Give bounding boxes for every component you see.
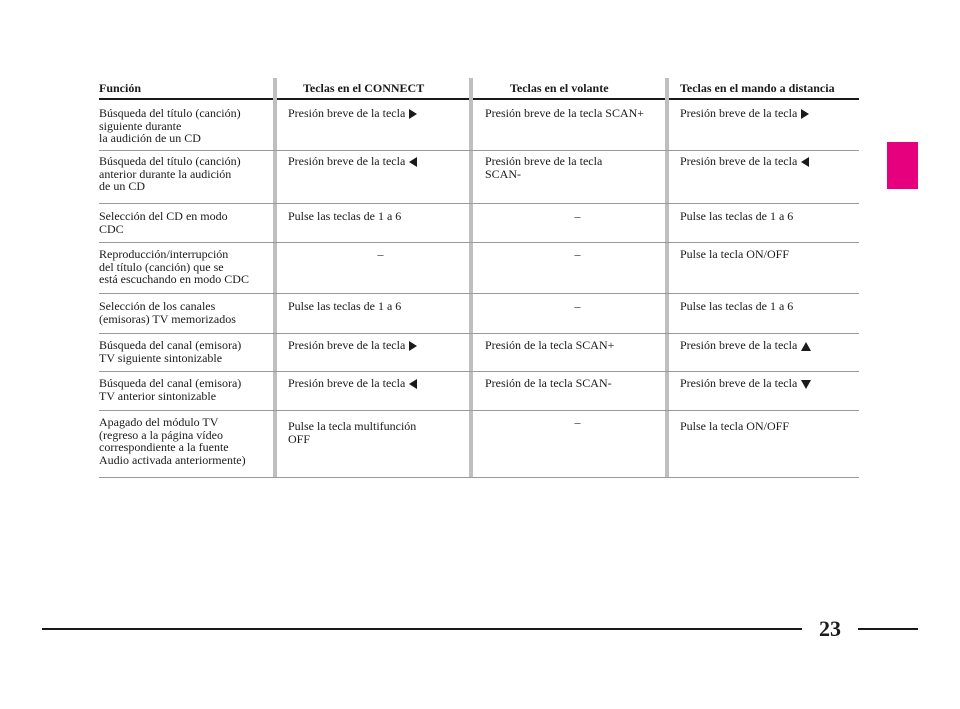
row-separator bbox=[99, 150, 859, 151]
cell-text: Presión breve de la tecla bbox=[680, 106, 798, 120]
cell-mando bbox=[680, 377, 860, 390]
cell-text: Presión breve de la tecla bbox=[680, 338, 798, 352]
cell-text: Presión breve de la tecla bbox=[288, 154, 406, 168]
page-number: 23 bbox=[819, 616, 841, 641]
header-rule bbox=[99, 98, 859, 100]
footer-rule-left bbox=[42, 628, 802, 630]
cell-volante: Presión breve de la tecla SCAN+ bbox=[485, 106, 645, 120]
cell-volante: Presión breve de la tecla SCAN- bbox=[485, 154, 603, 181]
header-volante: Teclas en el volante bbox=[510, 81, 609, 95]
up-triangle-icon bbox=[801, 342, 811, 351]
cell-volante: – bbox=[574, 299, 581, 313]
cell-connect bbox=[288, 155, 473, 168]
row-separator bbox=[99, 410, 859, 411]
cell-funcion: Selección de los canales (emisoras) TV memorizados bbox=[99, 299, 236, 326]
cell-funcion: Búsqueda del canal (emisora) TV anterior sintonizable bbox=[99, 376, 242, 403]
row-separator bbox=[99, 477, 859, 478]
cell-funcion: Búsqueda del título (canción) anterior durante la audición de un CD bbox=[99, 154, 241, 193]
left-triangle-icon bbox=[801, 157, 809, 167]
cell-mando: Pulse la tecla ON/OFF bbox=[680, 247, 789, 261]
cell-funcion: Búsqueda del canal (emisora) TV siguiente sintonizable bbox=[99, 338, 242, 365]
cell-connect: Pulse la tecla multifunción OFF bbox=[288, 419, 417, 446]
cell-text: Presión breve de la tecla bbox=[288, 106, 406, 120]
cell-funcion: Búsqueda del título (canción) siguiente durante la audición de un CD bbox=[99, 106, 241, 145]
header-mando: Teclas en el mando a distancia bbox=[680, 81, 835, 95]
row-separator bbox=[99, 242, 859, 243]
cell-connect: Pulse las teclas de 1 a 6 bbox=[288, 299, 402, 313]
table-header bbox=[99, 78, 859, 98]
column-divider bbox=[469, 78, 473, 478]
cell-text: Presión breve de la tecla bbox=[288, 376, 406, 390]
right-triangle-icon bbox=[801, 109, 809, 119]
cell-connect: – bbox=[377, 247, 384, 261]
cell-text: Presión breve de la tecla bbox=[680, 376, 798, 390]
row-separator bbox=[99, 293, 859, 294]
cell-connect: Pulse las teclas de 1 a 6 bbox=[288, 209, 402, 223]
cell-funcion: Selección del CD en modo CDC bbox=[99, 209, 228, 236]
right-triangle-icon bbox=[409, 341, 417, 351]
cell-mando bbox=[680, 107, 860, 120]
cell-text: Presión breve de la tecla bbox=[288, 338, 406, 352]
column-divider bbox=[273, 78, 277, 478]
cell-volante: – bbox=[574, 209, 581, 223]
header-funcion: Función bbox=[99, 81, 142, 95]
left-triangle-icon bbox=[409, 379, 417, 389]
cell-mando bbox=[680, 339, 860, 352]
cell-connect bbox=[288, 377, 473, 390]
cell-funcion: Apagado del módulo TV (regreso a la página vídeo correspondiente a la fuente Audio activada anteriormente) bbox=[99, 415, 246, 467]
cell-connect bbox=[288, 339, 473, 352]
cell-mando: Pulse la tecla ON/OFF bbox=[680, 419, 789, 433]
header-connect: Teclas en el CONNECT bbox=[303, 81, 425, 95]
cell-volante: Presión de la tecla SCAN- bbox=[485, 376, 612, 390]
right-triangle-icon bbox=[409, 109, 417, 119]
cell-mando: Pulse las teclas de 1 a 6 bbox=[680, 299, 794, 313]
cell-text: Presión breve de la tecla bbox=[680, 154, 798, 168]
footer-rule-right bbox=[858, 628, 918, 630]
cell-volante: – bbox=[574, 415, 581, 429]
row-separator bbox=[99, 371, 859, 372]
left-triangle-icon bbox=[409, 157, 417, 167]
row-separator bbox=[99, 333, 859, 334]
section-tab bbox=[887, 142, 918, 189]
cell-connect bbox=[288, 107, 473, 120]
down-triangle-icon bbox=[801, 380, 811, 389]
cell-funcion: Reproducción/interrupción del título (canción) que se está escuchando en modo CDC bbox=[99, 247, 249, 286]
cell-mando: Pulse las teclas de 1 a 6 bbox=[680, 209, 794, 223]
cell-volante: – bbox=[574, 247, 581, 261]
cell-mando bbox=[680, 155, 860, 168]
row-separator bbox=[99, 203, 859, 204]
cell-volante: Presión de la tecla SCAN+ bbox=[485, 338, 615, 352]
